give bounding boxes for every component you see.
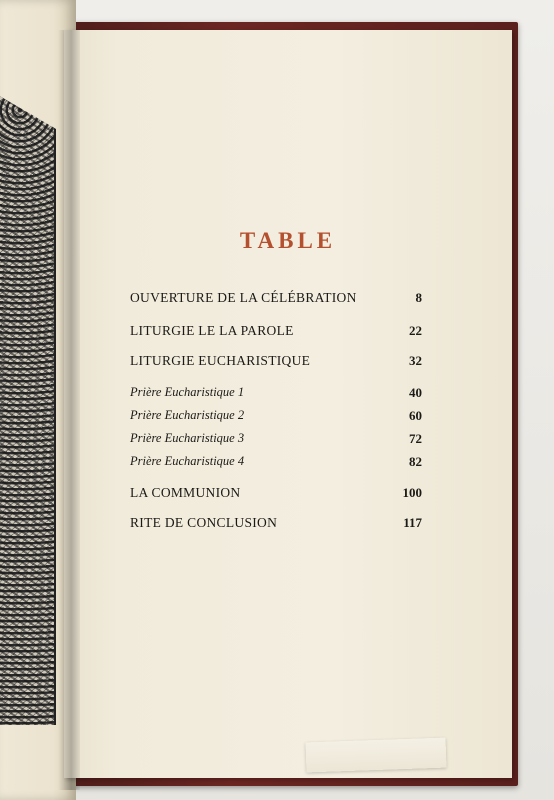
toc-entry-label: LITURGIE EUCHARISTIQUE: [130, 353, 311, 368]
toc-entry-label: Prière Eucharistique 4: [130, 454, 245, 468]
toc-entry-page: 72: [409, 431, 422, 446]
woodcut-illustration: [0, 70, 56, 725]
toc-entry-page: 32: [409, 353, 422, 368]
toc-entry-page: 82: [409, 454, 422, 469]
toc-entry: [130, 290, 422, 310]
toc-entry: [130, 323, 422, 343]
toc-entry-label: Prière Eucharistique 3: [130, 431, 245, 445]
toc-entry-page: 60: [409, 408, 422, 423]
toc-entry-label: Prière Eucharistique 1: [130, 385, 245, 399]
toc-entry-label: RITE DE CONCLUSION: [130, 515, 278, 530]
toc-entry-page: 40: [409, 385, 422, 400]
toc-entry: [130, 431, 422, 451]
toc-entry-label: Prière Eucharistique 2: [130, 408, 245, 422]
book-gutter: [58, 30, 80, 790]
toc-entry: [130, 515, 422, 535]
page-corner: [306, 738, 447, 773]
toc-entry-page: 117: [403, 515, 422, 530]
toc-entry: [130, 353, 422, 373]
page-title: TABLE: [239, 228, 337, 253]
toc-entry-page: 22: [409, 323, 422, 338]
toc-entry-label: LITURGIE LE LA PAROLE: [130, 323, 294, 338]
toc-entry: [130, 385, 422, 405]
toc-entry-page: 100: [402, 485, 422, 500]
toc-entry: [130, 485, 422, 505]
toc-entry-label: OUVERTURE DE LA CÉLÉBRATION: [130, 290, 357, 305]
toc-entry-label: LA COMMUNION: [130, 485, 241, 500]
toc-entry: [130, 454, 422, 474]
toc-entry: [130, 408, 422, 428]
toc-entry-page: 8: [415, 290, 422, 305]
